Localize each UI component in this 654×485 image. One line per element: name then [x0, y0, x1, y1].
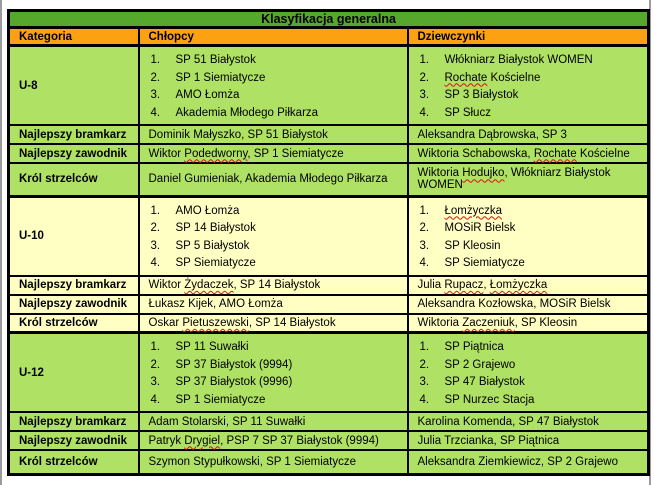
award-boys-value: Dominik Małyszko, SP 51 Białystok — [139, 125, 408, 144]
girls-ranking-list — [409, 198, 648, 275]
table-row — [9, 11, 649, 28]
award-boys-value: Patryk Drygiel, PSP 7 SP 37 Białystok (9994) — [139, 431, 408, 450]
boys-ranking-list — [140, 334, 407, 411]
table-row — [9, 196, 649, 276]
ranking-item: Rochate Kościelne — [444, 71, 541, 84]
award-girls-value: Julia Trzcianka, SP Piątnica — [408, 431, 649, 450]
spellcheck-underline: Rupacz — [444, 279, 484, 291]
ranking-item: SP Siemiatycze — [444, 257, 525, 269]
category-label: U-12 — [9, 333, 139, 413]
column-header-chlopcy: Chłopcy — [139, 28, 408, 46]
award-label: Najlepszy bramkarz — [9, 125, 139, 144]
spellcheck-underline: Rochate — [444, 71, 488, 84]
ranking-item: SP Nurzec Stacja — [444, 393, 535, 406]
table-row — [9, 28, 649, 46]
girls-ranking-cell — [408, 333, 649, 413]
boys-ranking-cell — [139, 333, 408, 413]
category-label: U-10 — [9, 196, 139, 276]
award-boys-value: Łukasz Kijek, AMO Łomża — [139, 295, 408, 314]
table-row — [9, 295, 649, 314]
girls-ranking-cell — [408, 46, 649, 126]
award-label: Najlepszy zawodnik — [9, 144, 139, 163]
award-girls-value: Aleksandra Ziemkiewicz, SP 2 Grajewo — [408, 450, 649, 474]
award-label: Najlepszy zawodnik — [9, 295, 139, 314]
ranking-item: SP 2 Grajewo — [444, 358, 516, 371]
award-label: Najlepszy zawodnik — [9, 431, 139, 450]
award-girls-value: Wiktoria Zaczeniuk, SP Kleosin — [408, 314, 649, 333]
table-row — [9, 412, 649, 431]
table-row — [9, 163, 649, 196]
spellcheck-underline: Łomżyczka — [489, 279, 548, 291]
award-label: Najlepszy bramkarz — [9, 412, 139, 431]
ranking-item: SP Kleosin — [444, 239, 501, 252]
table-title: Klasyfikacja generalna — [9, 11, 649, 28]
award-boys-value: Adam Stolarski, SP 11 Suwałki — [139, 412, 408, 431]
girls-ranking-cell — [408, 196, 649, 276]
ranking-item: SP 51 Białystok — [175, 54, 256, 66]
award-girls-value: Aleksandra Kozłowska, MOSiR Bielsk — [408, 295, 649, 314]
award-boys-value: Szymon Stypułkowski, SP 1 Siemiatycze — [139, 450, 408, 474]
table-row — [9, 46, 649, 126]
ranking-item: SP 37 Białystok (9994) — [175, 358, 293, 371]
classification-table — [7, 9, 650, 476]
spellcheck-underline: Łomżyczka — [444, 204, 503, 217]
girls-ranking-list — [409, 334, 648, 411]
award-label: Król strzelców — [9, 314, 139, 333]
award-girls-value: Julia Rupacz, Łomżyczka — [408, 276, 649, 295]
category-label: U-8 — [9, 46, 139, 126]
ranking-item: Akademia Młodego Piłkarza — [175, 106, 319, 119]
page-guide-line-left — [0, 0, 2, 485]
table-row — [9, 431, 649, 450]
table-row — [9, 276, 649, 295]
award-label: Król strzelców — [9, 163, 139, 196]
award-girls-value: Wiktoria Hodujko, Włókniarz Białystok WOMEN — [408, 163, 649, 196]
table-row — [9, 450, 649, 474]
ranking-item: Włókniarz Białystok WOMEN — [444, 54, 593, 66]
spellcheck-underline: Żydaczek — [184, 279, 234, 291]
boys-ranking-list — [140, 47, 407, 124]
boys-ranking-cell — [139, 46, 408, 126]
ranking-item: SP 11 Suwałki — [175, 341, 249, 353]
award-girls-value: Aleksandra Dąbrowska, SP 3 — [408, 125, 649, 144]
award-girls-value: Karolina Komenda, SP 47 Białystok — [408, 412, 649, 431]
ranking-item: SP 1 Siemiatycze — [175, 393, 266, 406]
ranking-item: SP Siemiatycze — [175, 257, 256, 269]
award-boys-value: Wiktor Żydaczek, SP 14 Białystok — [139, 276, 408, 295]
table-row — [9, 333, 649, 413]
ranking-item: SP 1 Siemiatycze — [175, 71, 266, 84]
table-row — [9, 144, 649, 163]
ranking-item — [420, 203, 644, 221]
spellcheck-underline: Hodujko — [462, 167, 505, 180]
ranking-item: AMO Łomża — [175, 89, 240, 101]
table-row — [9, 125, 649, 144]
spellcheck-underline: Pietuszewski — [182, 316, 249, 329]
column-header-dziewczynki: Dziewczynki — [408, 28, 649, 46]
award-boys-value: Wiktor Podedworny, SP 1 Siemiatycze — [139, 144, 408, 163]
ranking-item: SP 3 Białystok — [444, 89, 519, 101]
ranking-item: SP Słucz — [444, 106, 491, 119]
ranking-item: SP 47 Białystok — [444, 376, 525, 388]
spellcheck-underline: Podedworny — [184, 147, 248, 160]
boys-ranking-cell — [139, 196, 408, 276]
ranking-item: SP 5 Białystok — [175, 239, 250, 252]
award-boys-value: Oskar Pietuszewski, SP 14 Białystok — [139, 314, 408, 333]
ranking-item: MOSiR Bielsk — [444, 222, 516, 234]
ranking-item: SP 14 Białystok — [175, 222, 256, 234]
girls-ranking-list — [409, 47, 648, 124]
ranking-item: SP Piątnica — [444, 341, 504, 353]
spellcheck-underline: Drygiel — [184, 434, 221, 447]
award-girls-value: Wiktoria Schabowska, Rochate Kościelne — [408, 144, 649, 163]
award-boys-value: Daniel Gumieniak, Akademia Młodego Piłkarza — [139, 163, 408, 196]
award-label: Król strzelców — [9, 450, 139, 474]
spellcheck-underline: Rochate — [533, 147, 577, 160]
table-row — [9, 314, 649, 333]
boys-ranking-list — [140, 198, 407, 275]
column-header-kategoria: Kategoria — [9, 28, 139, 46]
spellcheck-underline: Zaczeniuk — [462, 316, 515, 329]
ranking-item: SP 37 Białystok (9996) — [175, 376, 293, 388]
ranking-item: AMO Łomża — [175, 204, 240, 217]
award-label: Najlepszy bramkarz — [9, 276, 139, 295]
